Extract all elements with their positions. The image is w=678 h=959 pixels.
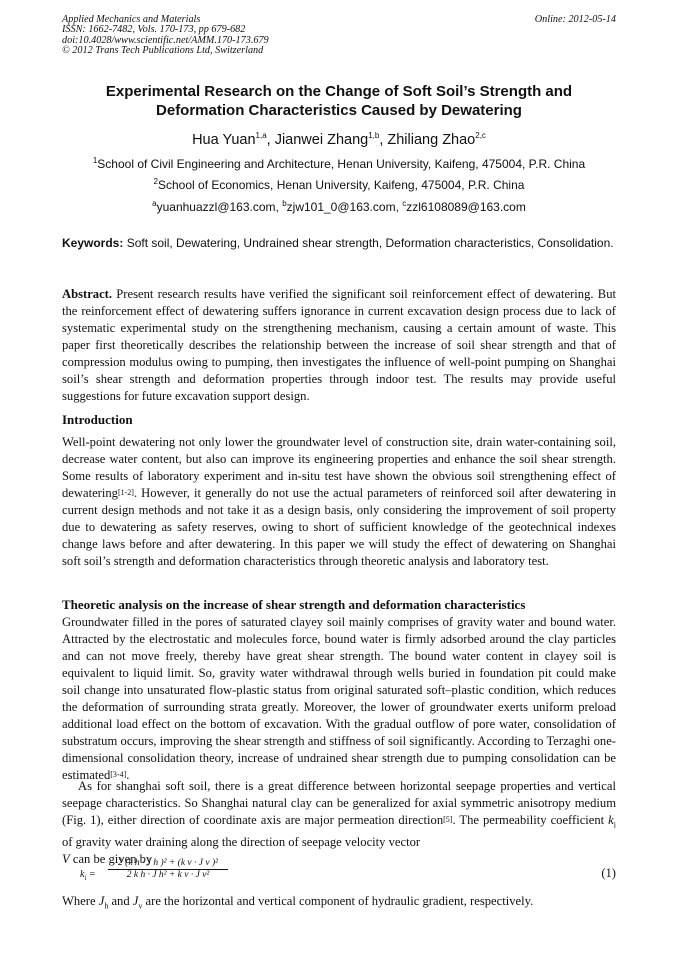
email-c[interactable]: zzl6108089@163.com xyxy=(406,200,526,214)
where-text: Where xyxy=(62,894,99,908)
where-text-2: are the horizontal and vertical component of hydraulic gradient, respectively. xyxy=(142,894,534,908)
author-name: Jianwei Zhang xyxy=(274,132,369,148)
title-line-2: Deformation Characteristics Caused by Dewatering xyxy=(156,102,522,119)
affiliation-sup: 1 xyxy=(92,156,98,165)
author-sup: 1,a xyxy=(255,131,267,140)
email-line xyxy=(62,200,616,214)
email-sup: a xyxy=(152,199,157,208)
affiliation-text: School of Civil Engineering and Architecture, Henan University, Kaifeng, 475004, P.R. China xyxy=(97,157,586,171)
author-list: Hua Yuan$^{1,a}$, Jianwei Zhang$^{1,b}$, Zhiliang Zhao$^{2,c}$ xyxy=(192,131,486,148)
affiliation-sup: 2 xyxy=(153,177,158,186)
equation-denominator: 2 k h · J h² + k v · J v² xyxy=(126,870,210,880)
intro-text-a: Well-point dewatering not only lower the groundwater level of construction site, drain water-containing soil, decrease water content, but also can improve its engineering properties and enhance the soil shear strength. Some results of laboratory experiment and in-situ test have shown the obvious soil strengthening effect of dewatering xyxy=(62,435,616,500)
equation-fraction xyxy=(108,858,228,880)
introduction-paragraph xyxy=(62,434,616,570)
citation[interactable]: [5] xyxy=(443,815,453,824)
keywords-block xyxy=(62,235,616,252)
email-b[interactable]: zjw101_0@163.com, xyxy=(286,200,399,214)
symbol-jh-sub: h xyxy=(104,901,109,911)
keywords-text: Soft soil, Dewatering, Undrained shear strength, Deformation characteristics, Consolidation. xyxy=(126,236,614,250)
author-sup: 2,c xyxy=(475,131,486,140)
symbol-k-sub: i xyxy=(613,820,616,830)
symbol-jv: J xyxy=(132,894,139,908)
symbol-jh: J xyxy=(98,894,105,908)
journal-header xyxy=(62,15,616,57)
period: . xyxy=(126,768,130,782)
equation-k-sub: i xyxy=(84,874,87,882)
theoretic-text: Groundwater filled in the pores of saturated clayey soil mainly comprises of gravity water and bound water. Attracted by the electrostatic and molecules force, bound water is firmly adsorbed around the clay particles and can not move freely, thereby have great shear strength. The bound water content in clayey soil is equivalent to liquid limit. So, gravity water withdrawal through wells buried in foundation pit could make soil change into unsaturated flow-plastic status from original saturated soft–plastic condition, which reduces the deformation of surrounding strata greatly. Moreover, the lower of groundwater exerts uniform preload additional load effect on the bottom of excavation. With the gradual outflow of pore water, consolidation of substratum occurs, improving the shear strength and stiffness of soil significantly. According to Terzaghi one-dimensional consolidation theory, increase of undrained shear strength due to pumping consolidation can be estimated xyxy=(62,615,616,782)
equation-numerator: 2 (k h · J h )² + (k v · J v )² xyxy=(108,858,228,870)
citation[interactable]: [1-2] xyxy=(117,488,134,497)
title-line-1: Experimental Research on the Change of Soft Soil’s Strength and xyxy=(105,83,573,100)
author-sup: 1,b xyxy=(368,131,380,140)
keywords-label: Keywords: xyxy=(62,236,124,250)
issn-line: ISSN: 1662-7482, Vols. 170-173, pp 679-682 xyxy=(62,24,246,36)
abstract-text: Present research results have verified the significant soil reinforcement effect of dewatering. But the reinforcement effect of dewatering suffers ignorance in current excavation design process due to lack of systematic experimental study on the strengthening mechanism, causing a certain amount of waste. This paper first theoretically describes the relationship between the increase of soil shear strength and that of compression modulus owing to pumping, then investigates the influence of well-point pumping on Shanghai soil’s shear strength and deformation properties through indoor test. The results may provide useful suggestions for future excavation support design. xyxy=(62,287,616,403)
online-date: Online: 2012-05-14 xyxy=(534,14,616,25)
abstract-label: Abstract. xyxy=(62,287,113,301)
introduction-heading: Introduction xyxy=(62,412,133,427)
equation-k: k xyxy=(80,869,85,880)
author-name: Zhiliang Zhao xyxy=(387,132,476,148)
doi-line[interactable]: doi:10.4028/www.scientific.net/AMM.170-173.679 xyxy=(62,34,269,46)
theoretic-heading: Theoretic analysis on the increase of shear strength and deformation characteristics xyxy=(62,597,526,612)
affiliation-1 xyxy=(62,157,616,171)
author-name: Hua Yuan xyxy=(192,132,256,148)
copyright-line: © 2012 Trans Tech Publications Ltd, Switzerland xyxy=(62,45,264,57)
where-and: and xyxy=(108,894,133,908)
affiliation-text: School of Economics, Henan University, Kaifeng, 475004, P.R. China xyxy=(158,178,525,192)
equation-1 xyxy=(80,858,616,892)
theoretic-paragraph-1 xyxy=(62,614,616,784)
theoretic-text-2b: . The permeability coefficient xyxy=(452,813,609,827)
email-sup: b xyxy=(282,199,287,208)
equation-number: (1) xyxy=(601,866,616,880)
theoretic-text-2c: of gravity water draining along the direction of seepage velocity vector xyxy=(62,834,421,849)
journal-name: Applied Mechanics and Materials xyxy=(62,14,201,25)
paper-title xyxy=(62,82,616,120)
affiliation-2 xyxy=(62,178,616,192)
email-sup: c xyxy=(402,199,407,208)
abstract-block xyxy=(62,286,616,405)
vector-v: V xyxy=(62,851,70,866)
symbol-jv-sub: v xyxy=(138,901,143,911)
theoretic-text-2: As for shanghai soft soil, there is a great difference between horizontal seepage properties and vertical seepage characteristics. So Shanghai natural clay can be generalized for axial symmetric anisotropy medium (Fig. 1), either direction of coordinate axis are major permeation direction xyxy=(62,779,616,827)
where-line xyxy=(62,893,616,915)
symbol-k: k xyxy=(608,813,614,827)
citation[interactable]: [3-4] xyxy=(110,770,127,779)
theoretic-text-2d: can be given by xyxy=(69,851,153,866)
intro-text-b: . However, it generally do not use the actual parameters of reinforced soil after dewatering in current design methods and not take it as a design basis, only considering the improvement of soil property due to dewatering as safety reserves, owing to short of sufficient knowledge of the geotechnical indexes change laws before and after dewatering. In this paper we will study the effect of dewatering on Shanghai soft soil’s strength and deformation characteristics through theoretic analysis and laboratory test. xyxy=(62,486,616,568)
equation-lhs: $k_i$ = xyxy=(80,869,96,882)
theoretic-paragraph-2 xyxy=(62,778,616,868)
email-a[interactable]: yuanhuazzl@163.com, xyxy=(156,200,279,214)
